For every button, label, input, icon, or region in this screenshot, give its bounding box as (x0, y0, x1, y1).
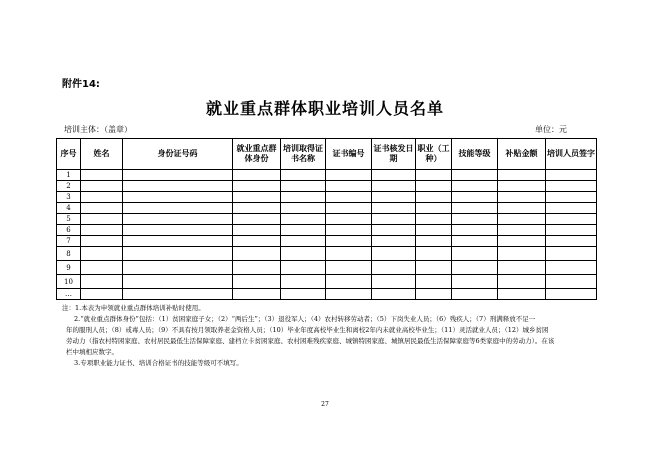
row-number: 9 (57, 261, 81, 275)
table-row (57, 261, 597, 275)
table-row (57, 225, 597, 236)
page-number: 27 (321, 401, 329, 408)
header-signature: 培训人员签字 (546, 139, 597, 170)
row-number: 6 (57, 225, 81, 236)
row-number: 4 (57, 203, 81, 214)
table-row (57, 214, 597, 225)
table-row (57, 275, 597, 289)
header-id-number: 身份证号码 (123, 139, 233, 170)
note-line: 3.专项职业能力证书、培训合格证书的技能等级可不填写。 (74, 359, 243, 367)
header-certificate-number: 证书编号 (326, 139, 372, 170)
annex-label: 附件14: (62, 79, 100, 90)
table-row (57, 203, 597, 214)
table-row (57, 236, 597, 247)
row-number: 5 (57, 214, 81, 225)
row-number: 2 (57, 181, 81, 192)
header-skill-level: 技能等级 (452, 139, 498, 170)
row-number: 8 (57, 247, 81, 261)
note-line: 年的服刑人员；（8）戒毒人员；（9）不具有按月领取养老金资格人员；（10）毕业年度高校毕业生和离校2年内未就业高校毕业生；（11）灵活就业人员；（12）城乡贫困 (66, 326, 549, 334)
notes-section (62, 303, 597, 369)
note-line: 注：1.本表为申领就业重点群体培训补贴时使用。 (62, 304, 205, 312)
table-row (57, 192, 597, 203)
header-occupation: 职业（工种） (416, 139, 452, 170)
header-index: 序号 (57, 139, 81, 170)
trainee-table (56, 138, 597, 300)
note-line: 劳动力（指农村特困家庭、农村居民最低生活保障家庭、建档立卡贫困家庭、农村困难残疾家庭、城镇特困家庭、城镇居民最低生活保障家庭等6类家庭中的劳动力）。在该 (66, 337, 555, 345)
row-number: 7 (57, 236, 81, 247)
currency-unit-label: 单位：元 (535, 125, 567, 134)
table-row (57, 170, 597, 181)
header-certificate-name: 培训取得证书名称 (281, 139, 326, 170)
table-row (57, 247, 597, 261)
table-header-row (57, 139, 597, 170)
header-name: 姓名 (81, 139, 123, 170)
note-line: 2.“就业重点群体身份”包括：（1）贫困家庭子女；（2）“两后生”；（3）退役军人；（4）农村转移劳动者；（5）下岗失业人员；（6）残疾人；（7）刑满释放不足一 (74, 315, 536, 323)
header-group-identity: 就业重点群体身份 (233, 139, 281, 170)
table-row (57, 181, 597, 192)
header-subsidy-amount: 补贴金额 (498, 139, 546, 170)
table-row (57, 289, 597, 300)
row-number: 3 (57, 192, 81, 203)
header-issue-date: 证书核发日期 (372, 139, 416, 170)
row-number: 1 (57, 170, 81, 181)
page-title: 就业重点群体职业培训人员名单 (205, 99, 444, 118)
row-number: 10 (57, 275, 81, 289)
row-number: … (57, 289, 81, 300)
training-subject-label: 培训主体：（盖章） (64, 125, 132, 134)
note-line: 栏中填相应数字。 (66, 348, 118, 356)
